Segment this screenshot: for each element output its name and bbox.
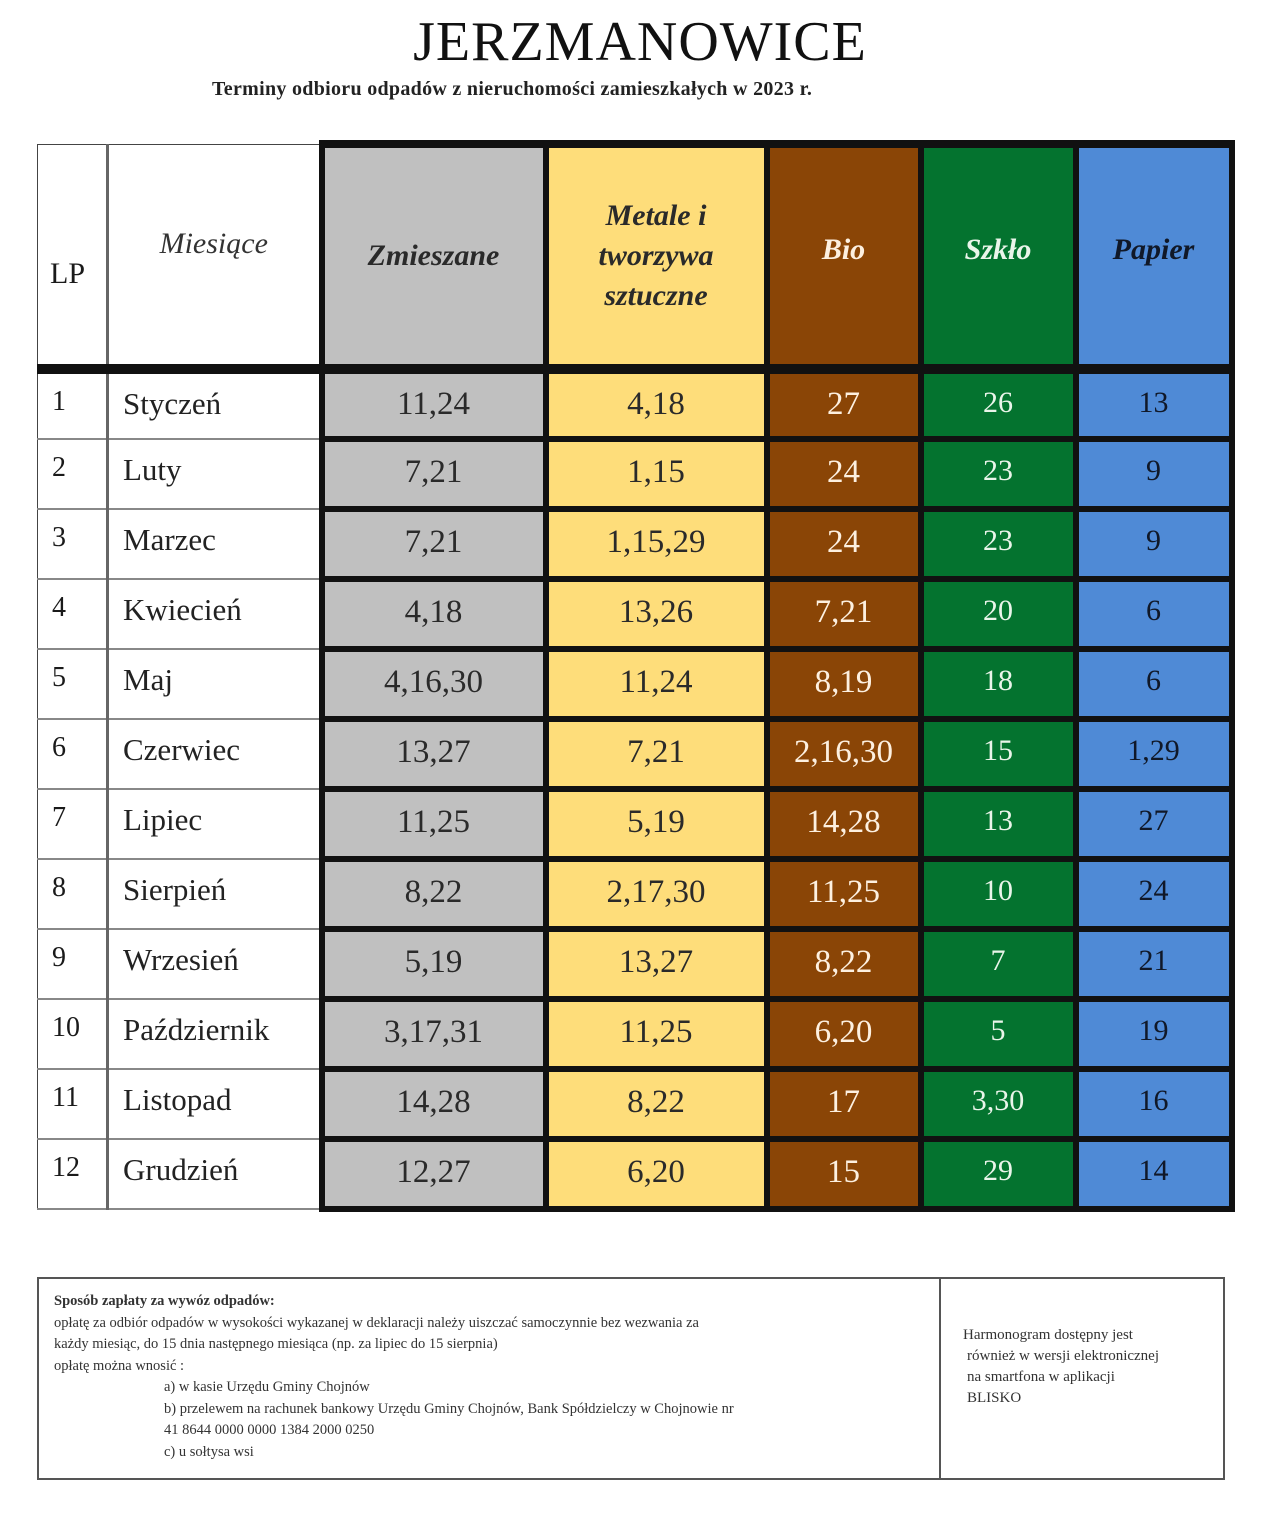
row-number: 7 [38, 789, 108, 859]
metal-pickup-dates: 6,20 [546, 1139, 767, 1209]
bio-pickup-dates: 6,20 [767, 999, 921, 1069]
column-header-bio [767, 144, 921, 369]
bio-pickup-dates: 11,25 [767, 859, 921, 929]
paper-pickup-dates: 19 [1076, 999, 1232, 1069]
month-name: Grudzień [108, 1139, 322, 1209]
paper-pickup-dates: 6 [1076, 579, 1232, 649]
paper-pickup-dates: 14 [1076, 1139, 1232, 1209]
payment-line-1: opłatę za odbiór odpadów w wysokości wykazanej w deklaracji należy uiszczać samoczynnie bez wezwania za [54, 1314, 699, 1331]
bank-account-number: 41 8644 0000 0000 1384 2000 0250 [164, 1422, 375, 1438]
month-name: Wrzesień [108, 929, 322, 999]
paper-pickup-dates: 16 [1076, 1069, 1232, 1139]
row-number: 8 [38, 859, 108, 929]
column-header-glass [921, 144, 1076, 369]
month-name: Październik [108, 999, 322, 1069]
payment-line-3: opłatę można wnosić : [54, 1357, 185, 1374]
glass-pickup-dates: 23 [921, 509, 1076, 579]
metal-pickup-dates: 5,19 [546, 789, 767, 859]
payment-line-2: każdy miesiąc, do 15 dnia następnego miesiąca (np. za lipiec do 15 sierpnia) [54, 1336, 498, 1352]
metal-pickup-dates: 7,21 [546, 719, 767, 789]
mixed-pickup-dates: 14,28 [322, 1069, 546, 1139]
app-note-line-3: na smartfona w aplikacji [967, 1369, 1115, 1385]
table-row [38, 1069, 1232, 1139]
table-row [38, 929, 1232, 999]
metal-pickup-dates: 1,15,29 [546, 509, 767, 579]
month-name: Lipiec [108, 789, 322, 859]
table-row [38, 859, 1232, 929]
paper-pickup-dates: 24 [1076, 859, 1232, 929]
app-note-line-4: BLISKO [967, 1390, 1022, 1406]
metal-pickup-dates: 13,27 [546, 929, 767, 999]
mixed-pickup-dates: 11,24 [322, 369, 546, 439]
column-header-metal-label-1: Metale i [605, 199, 707, 232]
glass-pickup-dates: 15 [921, 719, 1076, 789]
glass-pickup-dates: 26 [921, 369, 1076, 439]
column-header-mixed-label: Zmieszane [367, 239, 500, 272]
month-name: Luty [108, 439, 322, 509]
glass-pickup-dates: 5 [921, 999, 1076, 1069]
table-row [38, 999, 1232, 1069]
column-header-glass-label: Szkło [964, 233, 1032, 266]
table-row [38, 579, 1232, 649]
column-header-paper [1076, 144, 1232, 369]
glass-pickup-dates: 20 [921, 579, 1076, 649]
glass-pickup-dates: 29 [921, 1139, 1076, 1209]
payment-heading: Sposób zapłaty za wywóz odpadów: [54, 1293, 275, 1309]
row-number: 1 [38, 369, 108, 439]
bio-pickup-dates: 15 [767, 1139, 921, 1209]
month-name: Czerwiec [108, 719, 322, 789]
row-number: 2 [38, 439, 108, 509]
row-number: 11 [38, 1069, 108, 1139]
bio-pickup-dates: 14,28 [767, 789, 921, 859]
table-row [38, 439, 1232, 509]
mixed-pickup-dates: 7,21 [322, 439, 546, 509]
mixed-pickup-dates: 4,18 [322, 579, 546, 649]
bio-pickup-dates: 2,16,30 [767, 719, 921, 789]
bio-pickup-dates: 24 [767, 439, 921, 509]
table-row [38, 1139, 1232, 1209]
schedule-body [38, 369, 1232, 1209]
month-name: Marzec [108, 509, 322, 579]
month-name: Listopad [108, 1069, 322, 1139]
metal-pickup-dates: 1,15 [546, 439, 767, 509]
glass-pickup-dates: 13 [921, 789, 1076, 859]
month-name: Styczeń [108, 369, 322, 439]
metal-pickup-dates: 11,25 [546, 999, 767, 1069]
row-number: 5 [38, 649, 108, 719]
mixed-pickup-dates: 3,17,31 [322, 999, 546, 1069]
metal-pickup-dates: 13,26 [546, 579, 767, 649]
payment-option-a: a) w kasie Urzędu Gminy Chojnów [164, 1379, 370, 1395]
row-number: 4 [38, 579, 108, 649]
app-note-line-2: również w wersji elektronicznej [967, 1348, 1160, 1364]
header-row [38, 144, 1232, 369]
month-name: Sierpień [108, 859, 322, 929]
mixed-pickup-dates: 11,25 [322, 789, 546, 859]
payment-option-b: b) przelewem na rachunek bankowy Urzędu Gminy Chojnów, Bank Spółdzielczy w Chojnowie nr [164, 1400, 734, 1417]
paper-pickup-dates: 1,29 [1076, 719, 1232, 789]
metal-pickup-dates: 2,17,30 [546, 859, 767, 929]
table-row [38, 509, 1232, 579]
glass-pickup-dates: 23 [921, 439, 1076, 509]
paper-pickup-dates: 13 [1076, 369, 1232, 439]
metal-pickup-dates: 8,22 [546, 1069, 767, 1139]
row-number: 6 [38, 719, 108, 789]
column-header-month: Miesiące [108, 144, 322, 369]
month-name: Maj [108, 649, 322, 719]
app-note-line-1: Harmonogram dostępny jest [963, 1327, 1133, 1343]
payment-info [39, 1279, 941, 1478]
paper-pickup-dates: 6 [1076, 649, 1232, 719]
page-subtitle: Terminy odbioru odpadów z nieruchomości zamieszkałych w 2023 r. [212, 78, 813, 100]
column-header-paper-label: Papier [1112, 233, 1195, 266]
mixed-pickup-dates: 8,22 [322, 859, 546, 929]
metal-pickup-dates: 4,18 [546, 369, 767, 439]
column-header-mixed [322, 144, 546, 369]
mixed-pickup-dates: 12,27 [322, 1139, 546, 1209]
paper-pickup-dates: 21 [1076, 929, 1232, 999]
table-row [38, 719, 1232, 789]
mixed-pickup-dates: 13,27 [322, 719, 546, 789]
month-name: Kwiecień [108, 579, 322, 649]
glass-pickup-dates: 7 [921, 929, 1076, 999]
bio-pickup-dates: 27 [767, 369, 921, 439]
table-row [38, 789, 1232, 859]
bio-pickup-dates: 8,19 [767, 649, 921, 719]
bio-pickup-dates: 24 [767, 509, 921, 579]
mixed-pickup-dates: 7,21 [322, 509, 546, 579]
glass-pickup-dates: 10 [921, 859, 1076, 929]
collection-schedule-table [37, 140, 1235, 1212]
glass-pickup-dates: 18 [921, 649, 1076, 719]
page-title: JERZMANOWICE [413, 11, 867, 73]
paper-pickup-dates: 27 [1076, 789, 1232, 859]
metal-pickup-dates: 11,24 [546, 649, 767, 719]
column-header-metal-label-2: tworzywa [598, 239, 714, 272]
paper-pickup-dates: 9 [1076, 509, 1232, 579]
row-number: 12 [38, 1139, 108, 1209]
bio-pickup-dates: 17 [767, 1069, 921, 1139]
row-number: 9 [38, 929, 108, 999]
column-header-bio-label: Bio [821, 233, 866, 266]
glass-pickup-dates: 3,30 [921, 1069, 1076, 1139]
bio-pickup-dates: 8,22 [767, 929, 921, 999]
mixed-pickup-dates: 4,16,30 [322, 649, 546, 719]
column-header-metal-label-3: sztuczne [604, 279, 708, 312]
table-row [38, 649, 1232, 719]
bio-pickup-dates: 7,21 [767, 579, 921, 649]
payment-option-c: c) u sołtysa wsi [164, 1443, 254, 1460]
row-number: 3 [38, 509, 108, 579]
app-note [941, 1279, 1223, 1478]
table-row [38, 369, 1232, 439]
paper-pickup-dates: 9 [1076, 439, 1232, 509]
row-number: 10 [38, 999, 108, 1069]
column-header-lp: LP [38, 144, 108, 369]
column-header-metal [546, 144, 767, 369]
mixed-pickup-dates: 5,19 [322, 929, 546, 999]
payment-info-box [37, 1277, 1225, 1480]
